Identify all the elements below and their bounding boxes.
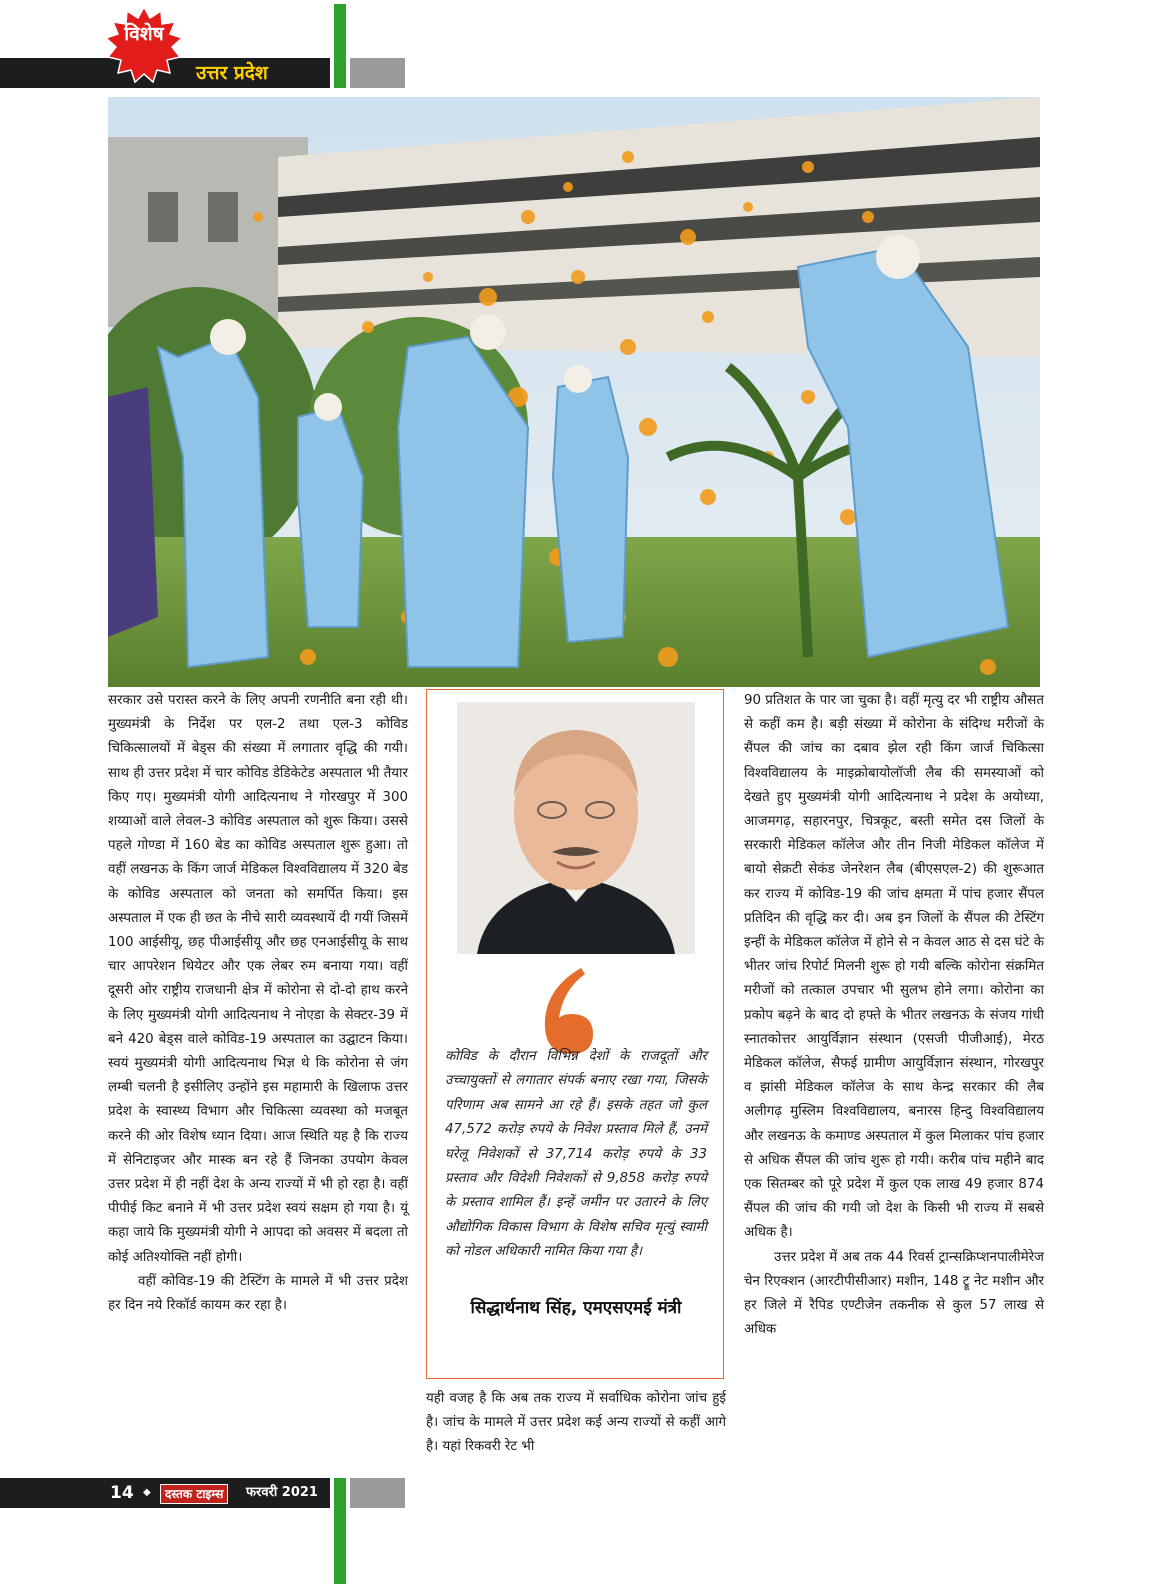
quote-box bbox=[426, 689, 724, 1379]
footer-grey-block bbox=[350, 1478, 405, 1508]
celebration-photo bbox=[108, 97, 1040, 687]
photo-illustration bbox=[108, 97, 1040, 687]
issue-month: फरवरी 2021 bbox=[246, 1485, 318, 1500]
page-number: 14 bbox=[110, 1483, 134, 1503]
quote-text: कोविड के दौरान विभिन्न देशों के राजदूतों और उच्चायुक्तों से लगातार संपर्क बनाए रखा गया, जिसके परिणाम अब सामने आ रहे हैं। इसके तहत जो कुल 47,572 करोड़ रुपये के निवेश प्रस्ताव मिले हैं, उनमें घरेलू निवेशकों से 37,714 करोड़ रुपये के 33 प्रस्ताव और विदेशी निवेशकों से 9,858 करोड़ रुपये के प्रस्ताव शामिल हैं। इन्हें जमीन पर उतारने के लिए औद्योगिक विकास विभाग के विशेष सचिव मृत्युं स्वामी को नोडल अधिकारी नामित किया गया है। bbox=[445, 1049, 707, 1260]
footer-green-rule bbox=[334, 1478, 346, 1584]
paragraph: 90 प्रतिशत के पार जा चुका है। वहीं मृत्यु दर भी राष्ट्रीय औसत से कहीं कम है। बड़ी संख्या में कोरोना के संदिग्ध मरीजों के सैंपल की जांच का दबाव झेल रही किंग जार्ज चिकित्सा विश्वविद्यालय के माइक्रोबायोलॉजी लैब की समस्याओं को देखते हुए मुख्यमंत्री योगी आदित्यनाथ ने प्रदेश के अयोध्या, आजमगढ़, सहारनपुर, चित्रकूट, बस्ती समेत दस जिलों के सरकारी मेडिकल कॉलेज और तीन निजी मेडिकल कॉलेज में बायो सेक्रटी सेकंड जेनरेशन लैब (बीएसएल-2) की शुरूआत कर राज्य में कोविड-19 की जांच क्षमता में पांच हजार सैंपल प्रतिदिन की वृद्धि कर दी। अब इन जिलों के सैंपल की टेस्टिंग इन्हीं के मेडिकल कॉलेज में होने से न केवल आठ से दस घंटे के भीतर जांच रिपोर्ट मिलनी शुरू हो गयी बल्कि कोरोना संक्रमित मरीजों को तत्काल उपचार भी सुलभ होने लगा। कोरोना का प्रकोप बढ़ने के बाद दो हफ्ते के भीतर लखनऊ के संजय गांधी स्नातकोत्तर आयुर्विज्ञान संस्थान (एसजी पीजीआई), मेरठ मेडिकल कॉलेज, सैफई ग्रामीण आयुर्विज्ञान संस्थान, गोरखपुर व झांसी मेडिकल कॉलेज के साथ केन्द्र सरकार की लैब अलीगढ़ मुस्लिम विश्वविद्यालय, बनारस हिन्दु विश्वविद्यालय और लखनऊ के कमाण्ड अस्पताल में कुल मिलाकर पांच हजार से अधिक सैंपल की जांच शुरू हो गयी। करीब पांच महीने बाद एक सितम्बर को पूरे प्रदेश में कुल एक लाख 49 हजार 874 सैंपल की जांच की गयी जो देश के किसी भी राज्य में सबसे अधिक है। bbox=[744, 693, 1044, 1241]
minister-portrait bbox=[457, 702, 695, 954]
section-title: उत्तर प्रदेश bbox=[196, 62, 268, 84]
footer-separator: ◆ bbox=[143, 1487, 151, 1498]
quote-author: सिद्धार्थनाथ सिंह, एमएसएमई मंत्री bbox=[470, 1298, 682, 1318]
paragraph: सरकार उसे परास्त करने के लिए अपनी रणनीति बना रही थी। मुख्यमंत्री के निर्देश पर एल-2 तथा एल-3 कोविड चिकित्सालयों में बेड्स की संख्या में लगातार वृद्धि की गयी। साथ ही उत्तर प्रदेश में चार कोविड डेडिकेटेड अस्पताल भी तैयार किए गए। मुख्यमंत्री योगी आदित्यनाथ ने गोरखपुर में 300 शय्याओं वाले लेवल-3 कोविड अस्पताल को शुरू किया। उससे पहले गोण्डा में 160 बेड का कोविड अस्पताल शुरू हुआ। तो वहीं लखनऊ के किंग जार्ज मेडिकल विश्वविद्यालय में 320 बेड के कोविड अस्पताल को जनता को समर्पित किया। इस अस्पताल में एक ही छत के नीचे सारी व्यवस्थायें दी गयीं जिसमें 100 आईसीयू, छह पीआईसीयू और छह एनआईसीयू के साथ चार आपरेशन थियेटर और एक लेबर रुम बनाया गया। वहीं दूसरी ओर राष्ट्रीय राजधानी क्षेत्र में कोरोना से दो-दो हाथ करने के लिए मुख्यमंत्री योगी आदित्यनाथ ने नोएडा के सेक्टर-39 में बने 420 बेड्स वाले कोविड-19 अस्पताल का उद्घाटन किया। स्वयं मुख्यमंत्री योगी आदित्यनाथ भिज्ञ थे कि कोरोना से जंग लम्बी चलनी है इसीलिए उन्होंने इस महामारी के खिलाफ उत्तर प्रदेश के स्वास्थ्य विभाग और चिकित्सा व्यवस्था को मजबूत करने की ओर विशेष ध्यान दिया। आज स्थिति यह है कि राज्य में सेनिटाइजर और मास्क बन रहे हैं जिनका उपयोग केवल उत्तर प्रदेश में ही नहीं देश के अन्य राज्यों में भी हो रहा है। वहीं पीपीई किट बनाने में भी उत्तर प्रदेश स्वयं सक्षम हो गया है। यूं कहा जाये कि मुख्यमंत्री योगी ने आपदा को अवसर में बदला तो कोई अतिश्योक्ति नहीं होगी। bbox=[108, 693, 408, 1265]
header-green-rule bbox=[334, 4, 346, 88]
paragraph: यही वजह है कि अब तक राज्य में सर्वाधिक कोरोना जांच हुई है। जांच के मामले में उत्तर प्रदेश कई अन्य राज्यों से कहीं आगे है। यहां रिकवरी रेट भी bbox=[426, 1391, 726, 1455]
magazine-logo: दस्तक टाइम्स bbox=[160, 1484, 228, 1504]
paragraph: वहीं कोविड-19 की टेस्टिंग के मामले में भी उत्तर प्रदेश हर दिन नये रिकॉर्ड कायम कर रहा है। bbox=[108, 1273, 408, 1314]
article-column-right bbox=[744, 689, 1044, 1342]
portrait-illustration bbox=[457, 702, 695, 954]
article-column-left bbox=[108, 689, 408, 1318]
article-column-middle bbox=[426, 1387, 726, 1460]
badge-label: विशेष bbox=[124, 23, 164, 45]
paragraph: उत्तर प्रदेश में अब तक 44 रिवर्स ट्रान्सक्रिप्शनपालीमेरेज चेन रिएक्शन (आरटीपीसीआर) मशीन, 148 ट्रू नेट मशीन और हर जिले में रैपिड एण्टीजेन तकनीक से कुल 57 लाख से अधिक bbox=[744, 1249, 1044, 1338]
header-grey-block bbox=[350, 58, 405, 88]
